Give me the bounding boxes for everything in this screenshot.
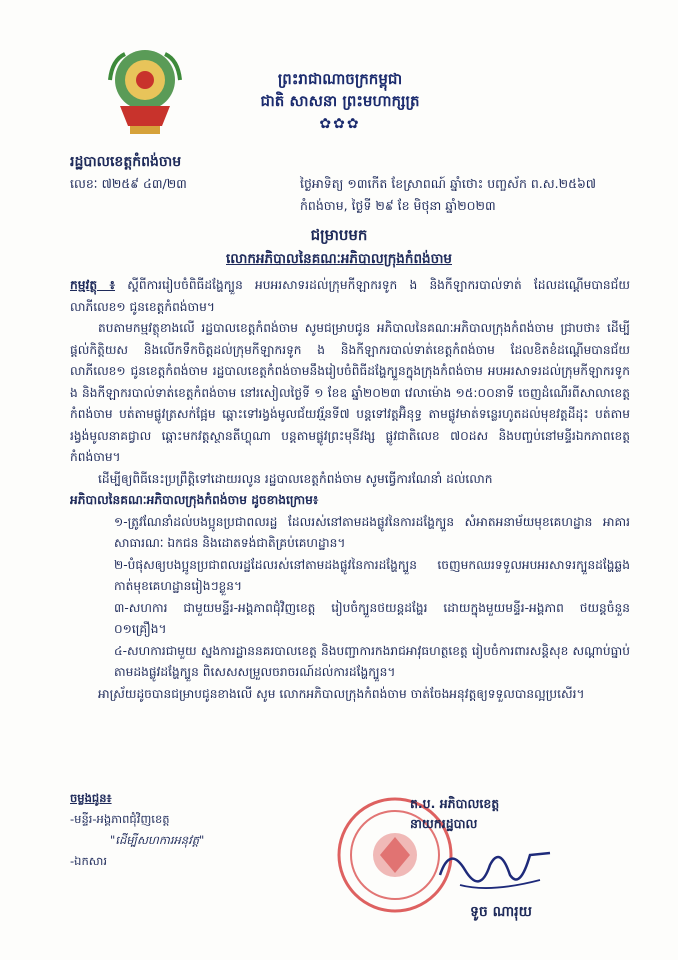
- signatory-name: ទូច ណារុយ: [470, 904, 532, 920]
- list-item: ២-បំផុសឲ្យបងប្អូនប្រជាពលរដ្ឋដែលរស់នៅតាមដងផ្លូវនៃការដង្ហែក្បួន ចេញមកឈរទទួលអបអរសាទរក្បួនដង្ហែឆ្លងកាត់មុខគេហដ្ឋានរៀងៗខ្លួន។: [114, 557, 630, 593]
- paragraph-intro: តបតាមកម្មវត្ថុខាងលើ រដ្ឋបាលខេត្តកំពង់ចាម សូមជម្រាបជូន អភិបាលនៃគណៈអភិបាលក្រុងកំពង់ចាម ជ្រាបថា៖ ដើម្បីផ្តល់កិត្តិយស និងលើកទឹកចិត្តដល់ក្រុមកីឡាករទូក ង និងកីឡាករបាល់ទាត់ខេត្តកំពង់ចាម ដែលខិតខំដណ្តើមបានជ័យលាភីលេខ១ ជូនខេត្តកំពង់ចាម រដ្ឋបាលខេត្តកំពង់ចាមនឹងរៀបចំពិធីដង្ហែក្បួនក្នុងក្រុងកំពង់ចាម អបអរសាទរដល់ក្រុមកីឡាករទូក ង និងកីឡាករបាល់ទាត់ខេត្តកំពង់ចាម នៅរសៀលថ្ងៃទី ១ ខែឧ ឆ្នាំ២០២៣ វេលាម៉ោង ១៥:០០នាទី ចេញដំណើរពីសាលាខេត្តកំពង់ចាម បត់តាមផ្លូវត្រសក់ផ្អែម ឆ្ពោះទៅរង្វង់មូលជ័យវរ្ម័នទី៧ បន្តទៅវត្តអ៊ិនុទ្ធ តាមផ្លូវមាត់ទន្លេរហូតដល់មុខវត្តដីដុះ បត់តាមរង្វង់មូលនាគជ្វាល ឆ្ពោះមកវត្តស្ថានតីហ្លុណា បន្តតាមផ្លូវព្រះមុនីវង្ស ផ្លូវជាតិលេខ ៧០ដស និងបញ្ចប់នៅមន្ទីរឯកភាពខេត្តកំពង់ចាម។: [70, 321, 630, 464]
- provincial-emblem-icon: [100, 40, 190, 154]
- carbon-copy-list: [70, 788, 204, 872]
- handwritten-signature-icon: [430, 835, 560, 904]
- letter-title: ជម្រាបមក: [310, 226, 368, 244]
- cc-item: -មន្ទីរ-អង្គភាពជុំវិញខេត្ត: [70, 812, 170, 826]
- closing-paragraph: អាស្រ័យដូចបានជម្រាបជូនខាងលើ សូម លោកអភិបាលក្រុងកំពង់ចាម ចាត់ចែងអនុវត្តឲ្យទទួលបានល្អប្រសើរ។: [98, 686, 585, 701]
- subject-text: ស្តីពីការរៀបចំពិធីដង្ហែក្បួន អបអរសាទរដល់ក្រុមកីឡាករទូក ង និងកីឡាករបាល់ទាត់ ដែលដណ្តើមបានជ័យលាភីលេខ១ ជូនខេត្តកំពង់ចាម។: [70, 278, 631, 314]
- lunar-date: ថ្ងៃអាទិត្យ ១៣កើត ខែស្រាពណ៍ ឆ្នាំថោះ បញ្ចស័ក ព.ស.២៥៦៧: [300, 176, 597, 191]
- solar-date: កំពង់ចាម, ថ្ងៃទី ២៩ ខែ មិថុនា ឆ្នាំ២០២៣: [300, 198, 496, 213]
- subject-label: កម្មវត្ថុ ៖: [70, 278, 116, 292]
- paragraph-instructions-a: ដើម្បីឲ្យពិធីនេះប្រព្រឹត្តិទៅដោយរលូន រដ្ឋបាលខេត្តកំពង់ចាម សូមធ្វើការណែនាំ ដល់លោក: [98, 471, 493, 486]
- letter-body: [70, 275, 630, 705]
- cc-item: "ដើម្បីសហការអនុវត្ត": [110, 833, 205, 847]
- cc-item: -ឯកសារ: [70, 854, 107, 868]
- cc-title: ចម្លងជូន៖: [70, 791, 112, 805]
- list-item: ៤-សហការជាមួយ ស្នងការដ្ឋាននគរបាលខេត្ត និងបញ្ជាការកងរាជអាវុធហត្ថខេត្ត រៀបចំការពារសន្តិសុខ សណ្តាប់ធ្នាប់តាមដងផ្លូវដង្ហែក្បួន ពិសេសសម្រួលចរាចរណ៍ដល់ការដង្ហែក្បួន។: [114, 643, 630, 679]
- reference-number: លេខៈ ៧២៥៩ ៤៣/២៣: [70, 176, 187, 191]
- kingdom-header: ព្រះរាជាណាចក្រកម្ពុជា: [277, 70, 403, 88]
- signatory-title: ត.ប. អភិបាលខេត្ត: [410, 796, 500, 811]
- paragraph-instructions-b: អភិបាលនៃគណៈអភិបាលក្រុងកំពង់ចាម ដូចខាងក្រោម៖: [70, 493, 319, 507]
- instruction-list: [70, 512, 630, 684]
- header-divider: ✿✿✿: [319, 116, 361, 132]
- list-item: ៣-សហការ ជាមួយមន្ទីរ-អង្គភាពជុំវិញខេត្ត រៀបចំក្បួនថយន្តដង្ហែរ ដោយក្នុងមួយមន្ទីរ-អង្គភាព ថយន្តចំនួន ០១គ្រឿង។: [114, 600, 630, 636]
- list-item: ១-ត្រូវណែនាំដល់បងប្អូនប្រជាពលរដ្ឋ ដែលរស់នៅតាមដងផ្លូវនៃការដង្ហែក្បួន សំអាតអនាម័យមុខគេហដ្ឋាន អាគារសាធារណៈ ឯកជន និងដោតទង់ជាតិគ្រប់គេហដ្ឋាន។: [114, 514, 630, 550]
- letter-recipient: លោកអភិបាលនៃគណៈអភិបាលក្រុងកំពង់ចាម: [226, 251, 452, 267]
- subject-line: [70, 275, 630, 318]
- motto-header: ជាតិ សាសនា ព្រះមហាក្សត្រ: [260, 92, 420, 110]
- signatory-position: នាយករដ្ឋបាល: [410, 816, 478, 831]
- sender-agency: រដ្ឋបាលខេត្តកំពង់ចាម: [70, 154, 182, 170]
